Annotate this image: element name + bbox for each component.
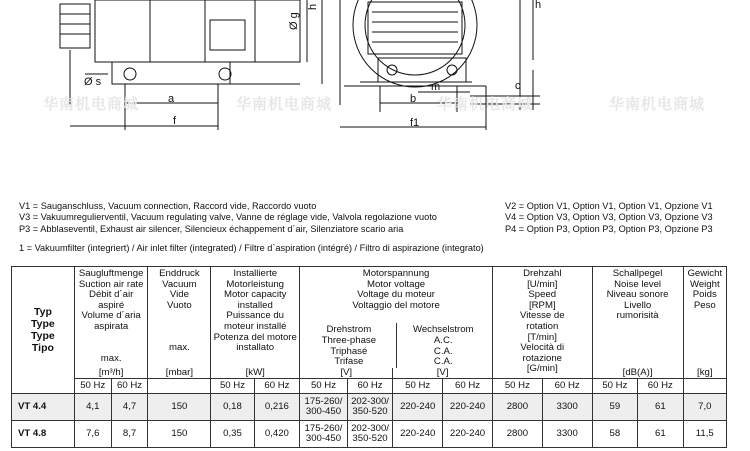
cell-ac-60: 220-240 — [443, 394, 493, 421]
hz-label: 50 Hz — [592, 379, 637, 394]
hz-label: 60 Hz — [111, 379, 148, 394]
cell-three-phase-60: 202-300/ 350-520 — [347, 394, 392, 421]
weight-header: Gewicht Weight Poids Peso — [683, 267, 726, 368]
motor-housing-front — [353, 0, 477, 87]
dim-b: b — [410, 93, 417, 105]
table-row — [12, 421, 727, 448]
cell-rpm-60: 3300 — [542, 394, 592, 421]
cell-kg: 11,5 — [683, 421, 726, 448]
cell-kw-50: 0,35 — [211, 421, 254, 448]
motor-body-side — [95, 0, 300, 62]
vacuum-unit: [mbar] — [148, 368, 211, 379]
cell-ac-60: 220-240 — [443, 421, 493, 448]
cell-rpm-50: 2800 — [492, 421, 542, 448]
noise-header: Schallpegel Noise level Niveau sonore Livello rumorisità — [592, 267, 683, 368]
hz-label: 60 Hz — [638, 379, 683, 394]
row-type: VT 4.8 — [12, 421, 75, 448]
dim-c: c — [515, 80, 521, 92]
legend-left — [19, 201, 437, 235]
watermark: 华南机电商城 — [437, 96, 534, 113]
cell-rpm-50: 2800 — [492, 394, 542, 421]
noise-unit: [dB(A)] — [592, 368, 683, 379]
legend-p3: P3 = Abblaseventil, Exhaust air silencer, Silencieux échappement d´air, Silenziatore scario aria — [19, 223, 404, 234]
three-phase-header: Drehstrom Three-phase Triphasé Trifase — [321, 324, 377, 368]
watermark: 华南机电商城 — [236, 96, 333, 113]
cell-three-phase-50: 175-260/ 300-450 — [300, 421, 348, 448]
dim-f: f — [173, 115, 177, 127]
watermark: 华南机电商城 — [43, 96, 140, 113]
motor-foot-side — [112, 62, 230, 84]
vacuum-header: Enddruck Vacuum Vide Vuoto max. — [148, 267, 211, 368]
cell-kg: 7,0 — [683, 394, 726, 421]
type-header: Typ Type Type Tipo — [12, 267, 75, 394]
row-type: VT 4.4 — [12, 394, 75, 421]
three-phase-unit: [V] — [300, 368, 393, 379]
suction-header: Saugluftmenge Suction air rate Débit d´air aspiré Volume d´aria aspirata max. — [74, 267, 148, 368]
dim-h-left: h — [307, 3, 319, 10]
table-header-row — [12, 267, 727, 368]
watermark: 华南机电商城 — [609, 96, 706, 113]
capacity-header: Installierte Motorleistung Motor capacity installed Puissance du moteur installé Potenza del motore installato — [211, 267, 300, 368]
cell-vacuum: 150 — [148, 394, 211, 421]
dim-h-right: h — [535, 0, 542, 11]
cell-kw-50: 0,18 — [211, 394, 254, 421]
hz-empty — [683, 379, 726, 394]
hz-label: 50 Hz — [211, 379, 254, 394]
dim-g: Ø g — [288, 12, 300, 30]
cell-kw-60: 0,216 — [254, 394, 300, 421]
hz-empty — [148, 379, 211, 394]
hz-label: 60 Hz — [347, 379, 392, 394]
voltage-header: Motorspannung Motor voltage Voltage du moteur Voltaggio del motore Drehstrom Three-phase Triphasé Trifase Wechselstrom A.C. C.A. C.A. — [300, 267, 493, 368]
cell-ac-50: 220-240 — [393, 394, 443, 421]
hz-label: 60 Hz — [443, 379, 493, 394]
legend-v1: V1 = Sauganschluss, Vacuum connection, Raccord vide, Raccordo vuoto — [19, 201, 317, 211]
table-frequency-row — [12, 379, 727, 394]
legend-v4: V4 = Option V3, Option V3, Option V3, Opzione V3 — [505, 212, 713, 223]
dim-s: Ø s — [84, 76, 102, 88]
hz-label: 60 Hz — [542, 379, 592, 394]
cell-ac-50: 220-240 — [393, 421, 443, 448]
table-unit-row — [12, 368, 727, 379]
capacity-unit: [kW] — [211, 368, 300, 379]
suction-unit: [m³/h] — [74, 368, 148, 379]
cell-db-60: 61 — [638, 421, 683, 448]
cell-three-phase-50: 175-260/ 300-450 — [300, 394, 348, 421]
dim-f1: f1 — [410, 117, 420, 129]
weight-unit: [kg] — [683, 368, 726, 379]
dim-a: a — [168, 93, 175, 105]
legend-v2: V2 = Option V1, Option V1, Option V1, Opzione V1 — [505, 201, 713, 211]
inlet-fitting — [60, 4, 90, 48]
cell-suction-50: 7,6 — [74, 421, 111, 448]
cell-suction-60: 8,7 — [111, 421, 148, 448]
hz-label: 50 Hz — [393, 379, 443, 394]
legend-v3: V3 = Vakuumregulierventil, Vacuum regulating valve, Vanne de réglage vide, Valvola regolazione vuoto — [19, 212, 437, 223]
cell-kw-60: 0,420 — [254, 421, 300, 448]
legend-p4: P4 = Option P3, Option P3, Option P3, Opzione P3 — [505, 223, 713, 234]
table-row — [12, 394, 727, 421]
speed-header: Drehzahl [U/min] Speed [RPM] Vitesse de rotation [T/min] Velocità di rotazione [G/min] — [492, 267, 592, 379]
dim-m: m — [431, 81, 441, 93]
hz-label: 60 Hz — [254, 379, 300, 394]
ac-header: Wechselstrom A.C. C.A. C.A. — [396, 323, 490, 367]
cell-rpm-60: 3300 — [542, 421, 592, 448]
cell-three-phase-60: 202-300/ 350-520 — [347, 421, 392, 448]
hz-label: 50 Hz — [492, 379, 542, 394]
hz-label: 50 Hz — [74, 379, 111, 394]
legend-right — [505, 201, 713, 235]
legend-note: 1 = Vakuumfilter (integriert) / Air inlet filter (integrated) / Filtre d`aspiration (intégré) / Filtro di aspirazione (integrato) — [19, 243, 484, 253]
cell-db-60: 61 — [638, 394, 683, 421]
cell-suction-60: 4,7 — [111, 394, 148, 421]
cell-db-50: 58 — [592, 421, 637, 448]
cell-suction-50: 4,1 — [74, 394, 111, 421]
spec-table — [11, 266, 727, 448]
hz-label: 50 Hz — [300, 379, 348, 394]
cell-db-50: 59 — [592, 394, 637, 421]
cell-vacuum: 150 — [148, 421, 211, 448]
ac-unit: [V] — [393, 368, 493, 379]
